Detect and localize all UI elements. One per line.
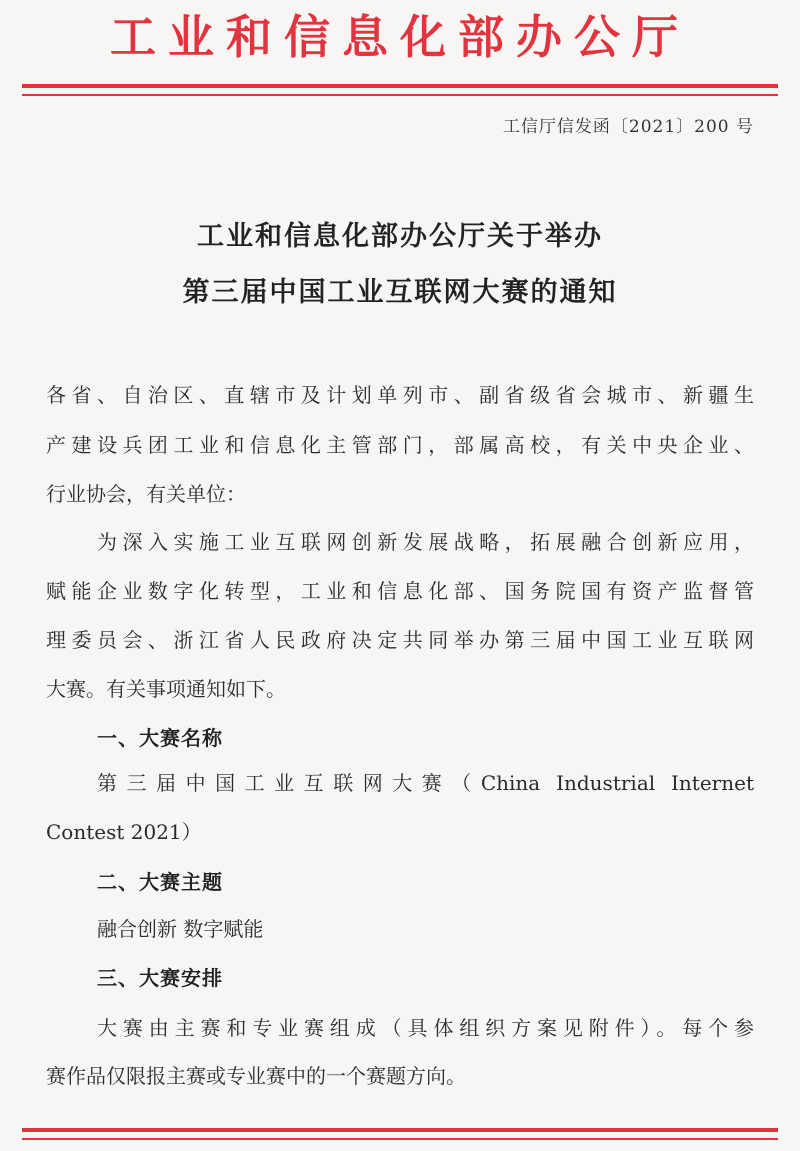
arrangement-line: 赛作品仅限报主赛或专业赛中的一个赛题方向。: [46, 1064, 466, 1088]
section-heading-contest-theme: 二、大赛主题: [97, 870, 223, 894]
intro-paragraph-line: 为深入实施工业互联网创新发展战略，拓展融合创新应用，: [97, 530, 754, 554]
header-divider-thick: [22, 84, 778, 88]
addressee-line: 产建设兵团工业和信息化主管部门，部属高校，有关中央企业、: [46, 433, 754, 457]
addressee-line: 行业协会，有关单位：: [46, 482, 246, 506]
arrangement-line: 大赛由主赛和专业赛组成（具体组织方案见附件）。每个参: [97, 1016, 754, 1040]
contest-theme-text: 融合创新 数字赋能: [97, 917, 264, 941]
footer-divider-thick: [22, 1128, 778, 1132]
section-heading-contest-name: 一、大赛名称: [97, 726, 223, 750]
issuing-authority-header: 工业和信息化部办公厅: [110, 10, 690, 64]
contest-name-line: Contest 2021）: [46, 820, 202, 844]
intro-paragraph-line: 赋能企业数字化转型，工业和信息化部、国务院国有资产监督管: [46, 579, 754, 603]
contest-name-line: 第三届中国工业互联网大赛（China Industrial Internet: [97, 771, 754, 795]
footer-divider-thin: [22, 1138, 778, 1140]
header-divider-thin: [22, 94, 778, 96]
intro-paragraph-line: 理委员会、浙江省人民政府决定共同举办第三届中国工业互联网: [46, 628, 754, 652]
intro-paragraph-line: 大赛。有关事项通知如下。: [46, 677, 286, 701]
document-title-line-2: 第三届中国工业互联网大赛的通知: [182, 277, 618, 308]
document-title-line-1: 工业和信息化部办公厅关于举办: [197, 221, 603, 252]
addressee-line: 各省、自治区、直辖市及计划单列市、副省级省会城市、新疆生: [46, 383, 754, 407]
document-number: 工信厅信发函〔2021〕200 号: [502, 117, 754, 137]
section-heading-contest-arrangement: 三、大赛安排: [97, 966, 223, 990]
